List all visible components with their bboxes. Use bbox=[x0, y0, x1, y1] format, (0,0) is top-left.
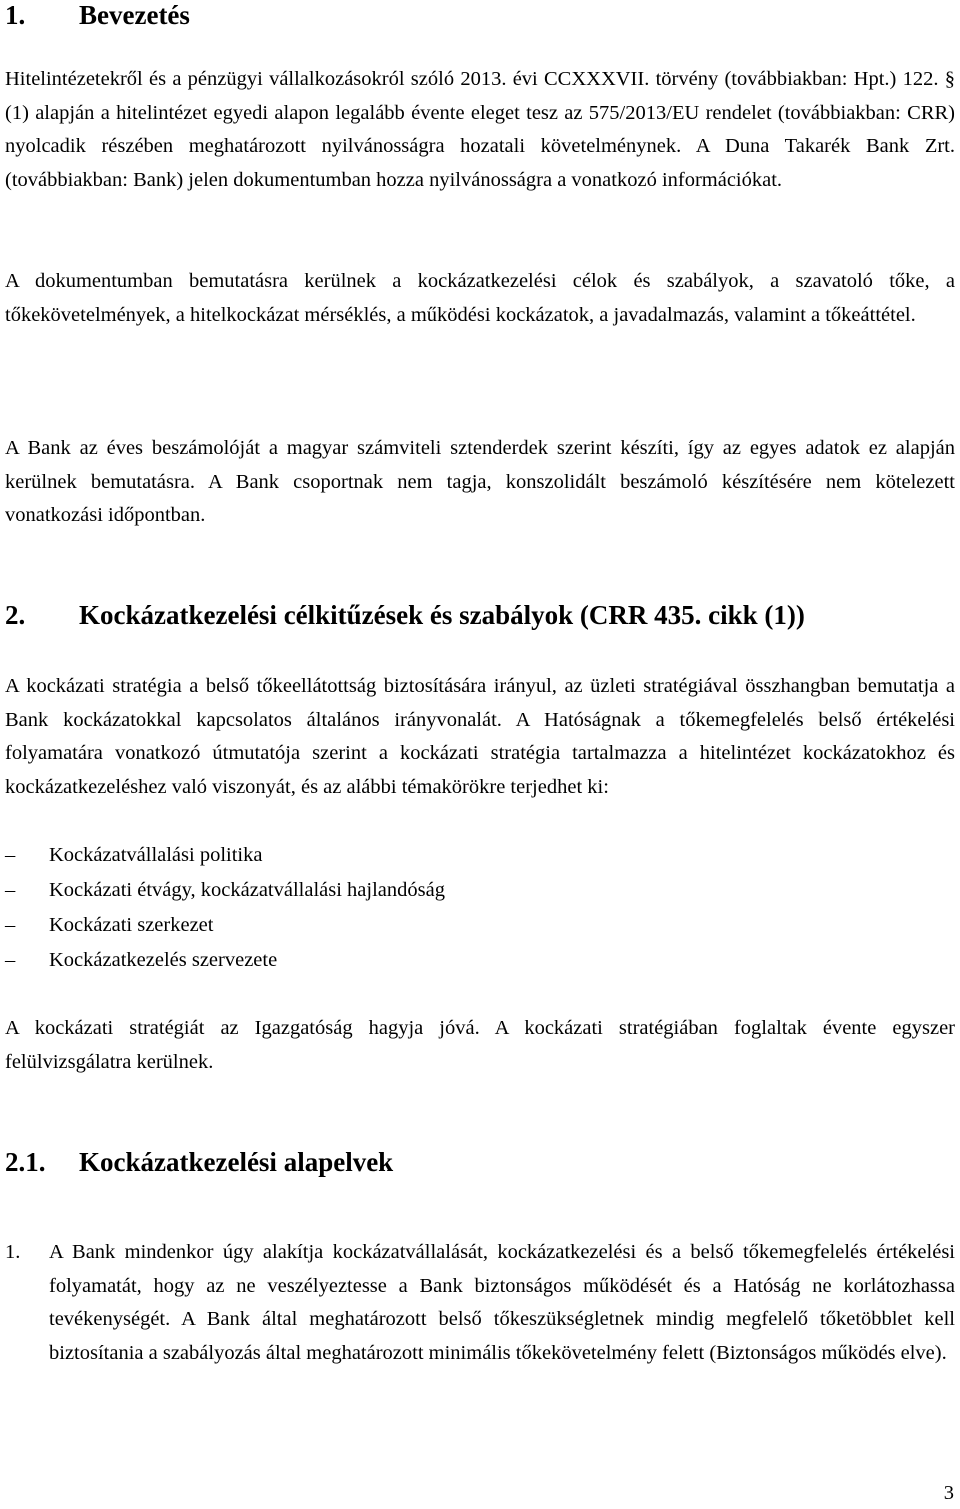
subsection-heading bbox=[5, 1147, 393, 1178]
list-item bbox=[5, 873, 955, 908]
list-item-number: 1. bbox=[5, 1241, 21, 1263]
section-heading bbox=[5, 0, 190, 31]
section-number: 2.1. bbox=[5, 1147, 46, 1177]
paragraph: Hitelintézetekről és a pénzügyi vállalkozásokról szóló 2013. évi CCXXXVII. törvény (továbbiakban: Hpt.) 122. § (1) alapján a hitelintézet egyedi alapon legalább évente eleget tesz az 575/2013/EU rendelet (továbbiakban: CRR) nyolcadik részében meghatározott nyilvánosságra hozatali követelménynek. A Duna Takarék Bank Zrt. (továbbiakban: Bank) jelen dokumentumban hozza nyilvánosságra a vonatkozó információkat. bbox=[5, 68, 955, 191]
section-number: 1. bbox=[5, 0, 26, 30]
page-number: 3 bbox=[943, 1482, 954, 1504]
paragraph: A Bank az éves beszámolóját a magyar számviteli sztenderdek szerint készíti, így az egyes adatok ez alapján kerülnek bemutatásra. A Bank csoportnak nem tagja, konszolidált beszámoló készítésére nem kötelezett vonatkozási időpontban. bbox=[5, 437, 955, 526]
dash-icon: – bbox=[5, 914, 16, 936]
paragraph: A kockázati stratégiát az Igazgatóság hagyja jóvá. A kockázati stratégiában foglaltak évente egyszer felülvizsgálatra kerülnek. bbox=[5, 1017, 955, 1073]
paragraph: A dokumentumban bemutatásra kerülnek a kockázatkezelési célok és szabályok, a szavatoló tőke, a tőkekövetelmények, a hitelkockázat mérséklés, a működési kockázatok, a javadalmazás, valamint a tőkeáttétel. bbox=[5, 270, 955, 326]
section-heading bbox=[5, 600, 805, 631]
list-item-text: Kockázati szerkezet bbox=[49, 914, 214, 936]
list-item-text: Kockázatvállalási politika bbox=[49, 844, 263, 866]
list-item bbox=[5, 908, 955, 943]
dash-icon: – bbox=[5, 844, 16, 866]
section-title: Kockázatkezelési alapelvek bbox=[79, 1147, 394, 1177]
section-title: Bevezetés bbox=[79, 0, 190, 30]
list-item-text: Kockázatkezelés szervezete bbox=[49, 949, 278, 971]
dash-icon: – bbox=[5, 949, 16, 971]
section-number: 2. bbox=[5, 600, 26, 630]
list-item-text: Kockázati étvágy, kockázatvállalási hajlandóság bbox=[49, 879, 445, 901]
bullet-list bbox=[5, 838, 955, 978]
numbered-list bbox=[5, 1236, 955, 1370]
paragraph: A kockázati stratégia a belső tőkeellátottság biztosítására irányul, az üzleti stratégiával összhangban bemutatja a Bank kockázatokkal kapcsolatos általános irányvonalát. A Hatóságnak a tőkemegfelelés belső értékelési folyamatára vonatkozó útmutatója szerint a kockázati stratégia tartalmazza a hitelintézet kockázatokhoz és kockázatkezeléshez való viszonyát, és az alábbi témakörökre terjedhet ki: bbox=[5, 675, 955, 798]
list-item-text: A Bank mindenkor úgy alakítja kockázatvállalását, kockázatkezelési és a belső tőkemegfelelés értékelési folyamatát, hogy az ne veszélyeztesse a Bank biztonságos működését és a Hatóság ne korlátozhassa tevékenységét. A Bank által meghatározott belső tőkeszükségletnek mindig megfelelő tőketöbblet kell biztosítania a szabályozás által meghatározott minimális tőkekövetelmény felett (Biztonságos működés elve). bbox=[49, 1241, 955, 1364]
list-item bbox=[5, 1236, 955, 1370]
dash-icon: – bbox=[5, 879, 16, 901]
section-title: Kockázatkezelési célkitűzések és szabályok (CRR 435. cikk (1)) bbox=[79, 600, 805, 630]
list-item bbox=[5, 838, 955, 873]
list-item bbox=[5, 943, 955, 978]
